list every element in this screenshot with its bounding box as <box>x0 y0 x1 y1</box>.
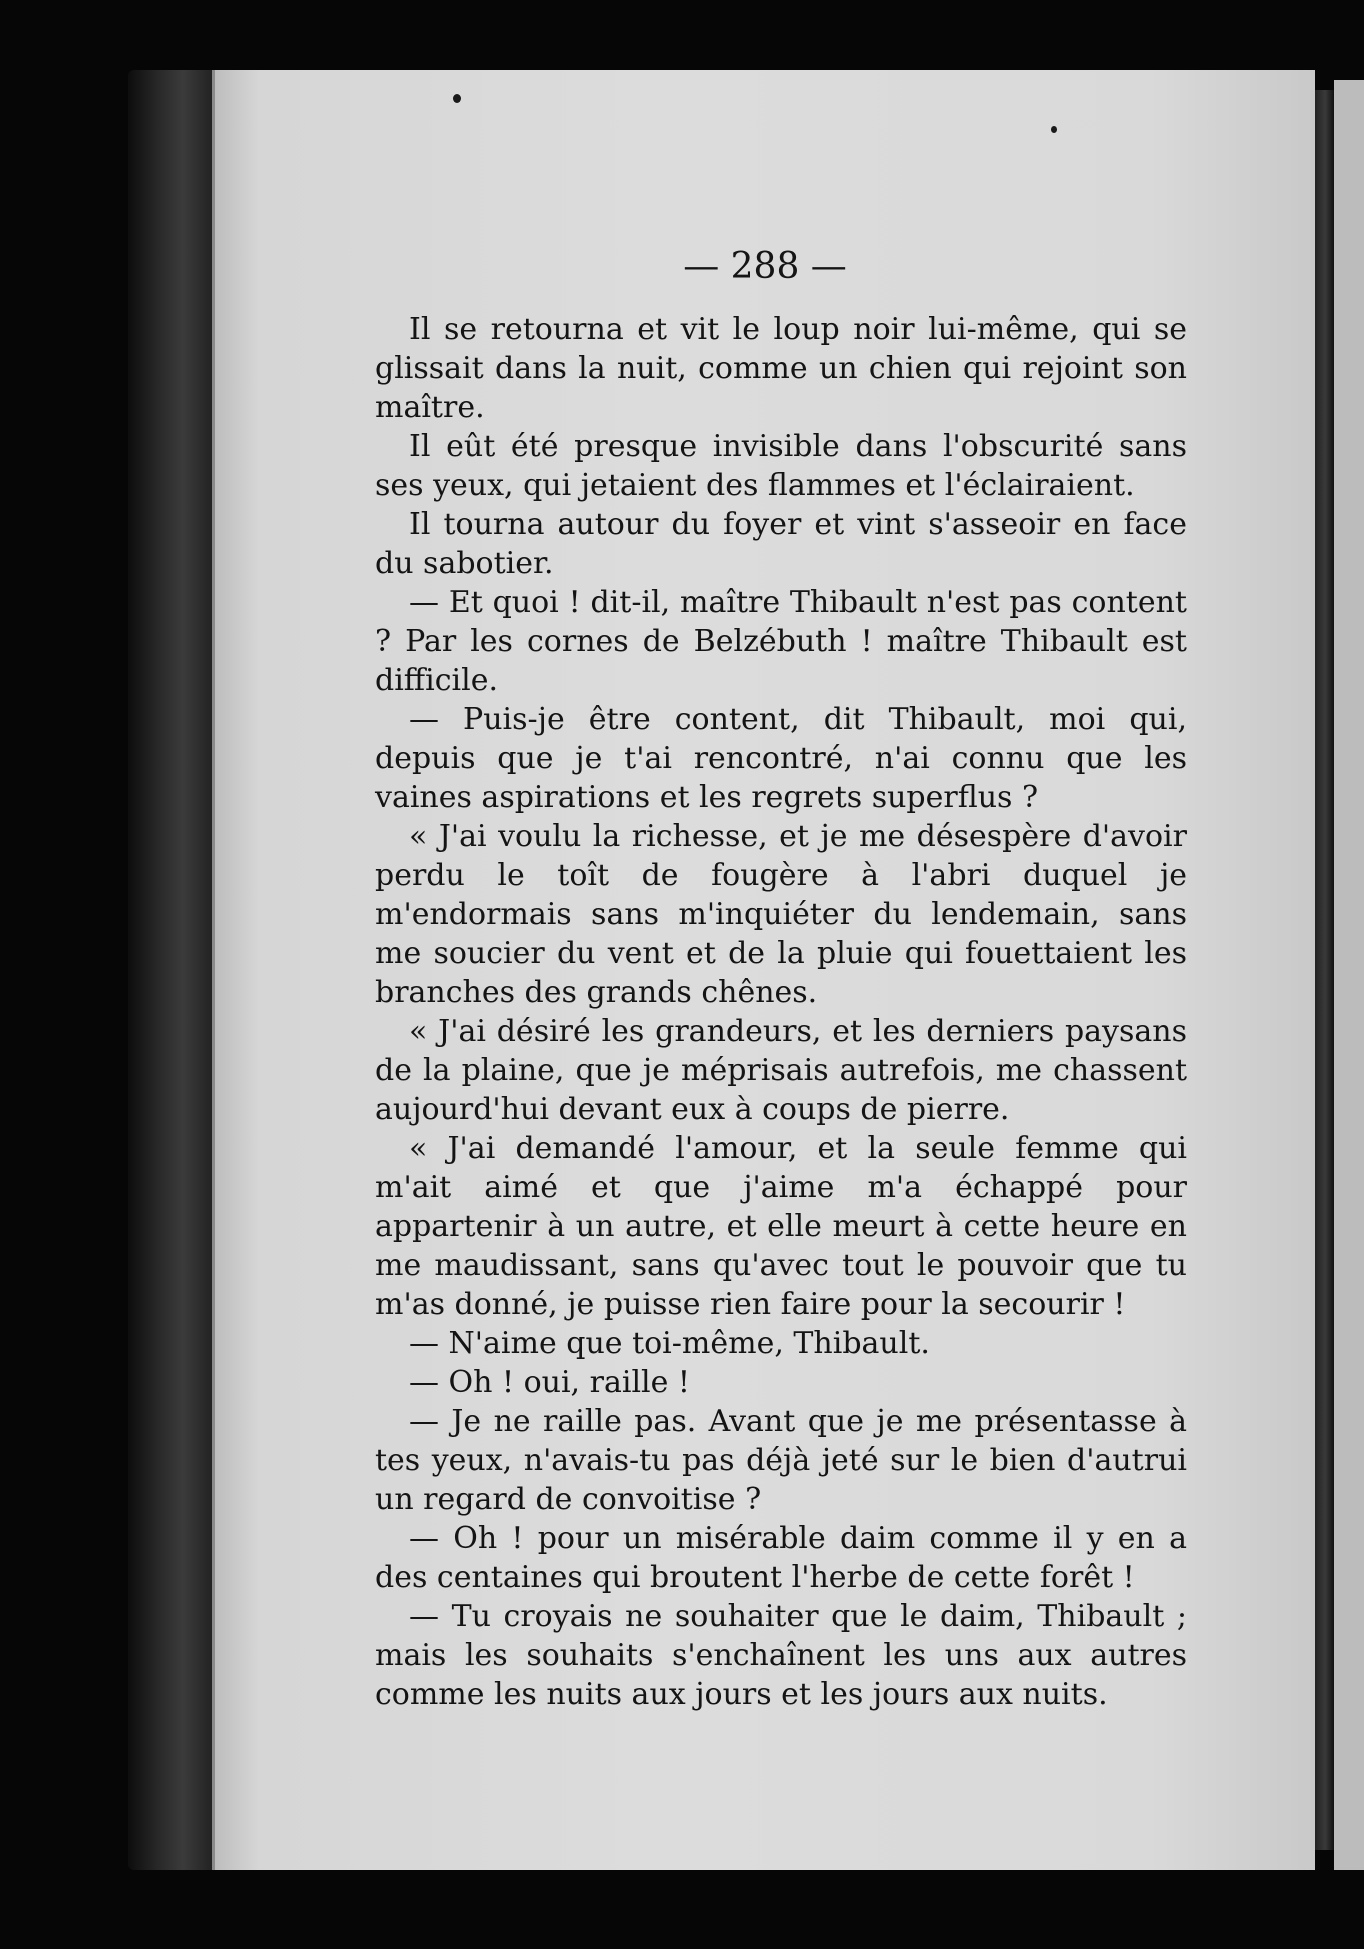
paragraph: « J'ai demandé l'amour, et la seule femme qui m'ait aimé et que j'aime m'a échappé pour appartenir à un autre, et elle meurt à cette heure en me maudissant, sans qu'avec tout le pouvoir que tu m'as donné, je puisse rien faire pour la secourir ! <box>375 1131 1187 1322</box>
ink-speck <box>453 94 461 103</box>
paragraph: « J'ai voulu la richesse, et je me désespère d'avoir perdu le toît de fougère à l'abri duquel je m'endormais sans m'inquiéter du lendemain, sans me soucier du vent et de la pluie qui fouettaient les branches des grands chênes. <box>375 819 1187 1010</box>
paragraph: — Et quoi ! dit-il, maître Thibault n'est pas content ? Par les cornes de Belzébuth ! maître Thibault est difficile. <box>375 585 1187 698</box>
paragraph: — N'aime que toi-même, Thibault. <box>409 1326 930 1361</box>
book-page <box>212 70 1315 1870</box>
paragraph: Il tourna autour du foyer et vint s'asseoir en face du sabotier. <box>375 507 1187 581</box>
page-number: — 288 — <box>683 246 847 287</box>
paragraph: Il eût été presque invisible dans l'obscurité sans ses yeux, qui jetaient des flammes et l'éclairaient. <box>375 429 1187 503</box>
ink-speck <box>1051 126 1057 133</box>
book-spine <box>128 70 220 1870</box>
paragraph: — Puis-je être content, dit Thibault, moi qui, depuis que je t'ai rencontré, n'ai connu que les vaines aspirations et les regrets superflus ? <box>375 702 1187 815</box>
body-text <box>375 310 1187 1714</box>
paragraph: — Tu croyais ne souhaiter que le daim, Thibault ; mais les souhaits s'enchaînent les uns aux autres comme les nuits aux jours et les jours aux nuits. <box>375 1599 1187 1712</box>
paragraph: — Oh ! oui, raille ! <box>409 1365 690 1400</box>
paragraph: « J'ai désiré les grandeurs, et les derniers paysans de la plaine, que je méprisais autrefois, me chassent aujourd'hui devant eux à coups de pierre. <box>375 1014 1187 1127</box>
paragraph: — Je ne raille pas. Avant que je me présentasse à tes yeux, n'avais-tu pas déjà jeté sur le bien d'autrui un regard de convoitise ? <box>375 1404 1187 1517</box>
paragraph: — Oh ! pour un misérable daim comme il y en a des centaines qui broutent l'herbe de cette forêt ! <box>375 1521 1187 1595</box>
page-gutter <box>1312 90 1334 1850</box>
paragraph: Il se retourna et vit le loup noir lui-même, qui se glissait dans la nuit, comme un chien qui rejoint son maître. <box>375 312 1187 425</box>
next-page-edge <box>1334 80 1364 1870</box>
